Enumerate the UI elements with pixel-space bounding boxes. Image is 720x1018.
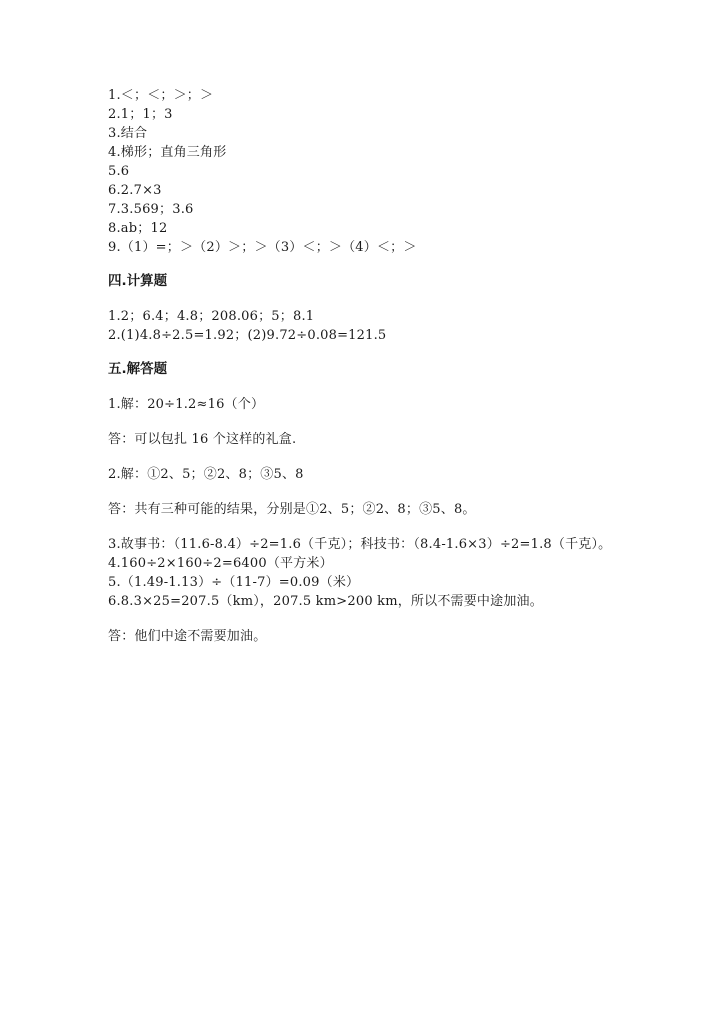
question1-solution: 1.解：20÷1.2≈16（个） — [108, 397, 265, 412]
answer-line: 8.ab；12 — [108, 221, 168, 236]
question5-solution: 5.（1.49-1.13）÷（11-7）=0.09（米） — [108, 575, 360, 590]
question2-solution: 2.解：①2、5；②2、8；③5、8 — [108, 467, 304, 482]
answer-line: 6.2.7×3 — [108, 183, 162, 198]
question6-answer: 答：他们中途不需要加油。 — [108, 629, 267, 644]
section5-heading: 五.解答题 — [108, 361, 168, 377]
answer-line: 2.(1)4.8÷2.5=1.92；(2)9.72÷0.08=121.5 — [108, 328, 387, 343]
answer-line: 5.6 — [108, 164, 130, 179]
answer-line: 2.1；1；3 — [108, 107, 173, 122]
section5-answer-list — [108, 395, 648, 646]
answer-line: 1.2；6.4；4.8；208.06；5；8.1 — [108, 309, 315, 324]
answer-line: 3.结合 — [108, 126, 148, 141]
question1-answer: 答：可以包扎 16 个这样的礼盒. — [108, 432, 297, 447]
section3-answer-list — [108, 86, 648, 257]
answer-line: 9.（1）=；＞（2）＞；＞（3）＜；＞（4）＜；＞ — [108, 240, 417, 255]
answer-document — [108, 86, 648, 646]
question2-answer: 答：共有三种可能的结果，分别是①2、5；②2、8；③5、8。 — [108, 502, 476, 517]
answer-line: 4.梯形；直角三角形 — [108, 145, 227, 160]
section4-heading: 四.计算题 — [108, 273, 168, 289]
question6-solution: 6.8.3×25=207.5（km），207.5 km>200 km，所以不需要中途加油。 — [108, 594, 543, 609]
question3-solution: 3.故事书：（11.6-8.4）÷2=1.6（千克）；科技书：（8.4-1.6×3）÷2=1.8（千克）。 — [108, 537, 612, 552]
answer-line: 7.3.569；3.6 — [108, 202, 194, 217]
question4-solution: 4.160÷2×160÷2=6400（平方米） — [108, 556, 333, 571]
section4-answer-list — [108, 307, 648, 345]
answer-line: 1.＜；＜；＞；＞ — [108, 88, 214, 103]
